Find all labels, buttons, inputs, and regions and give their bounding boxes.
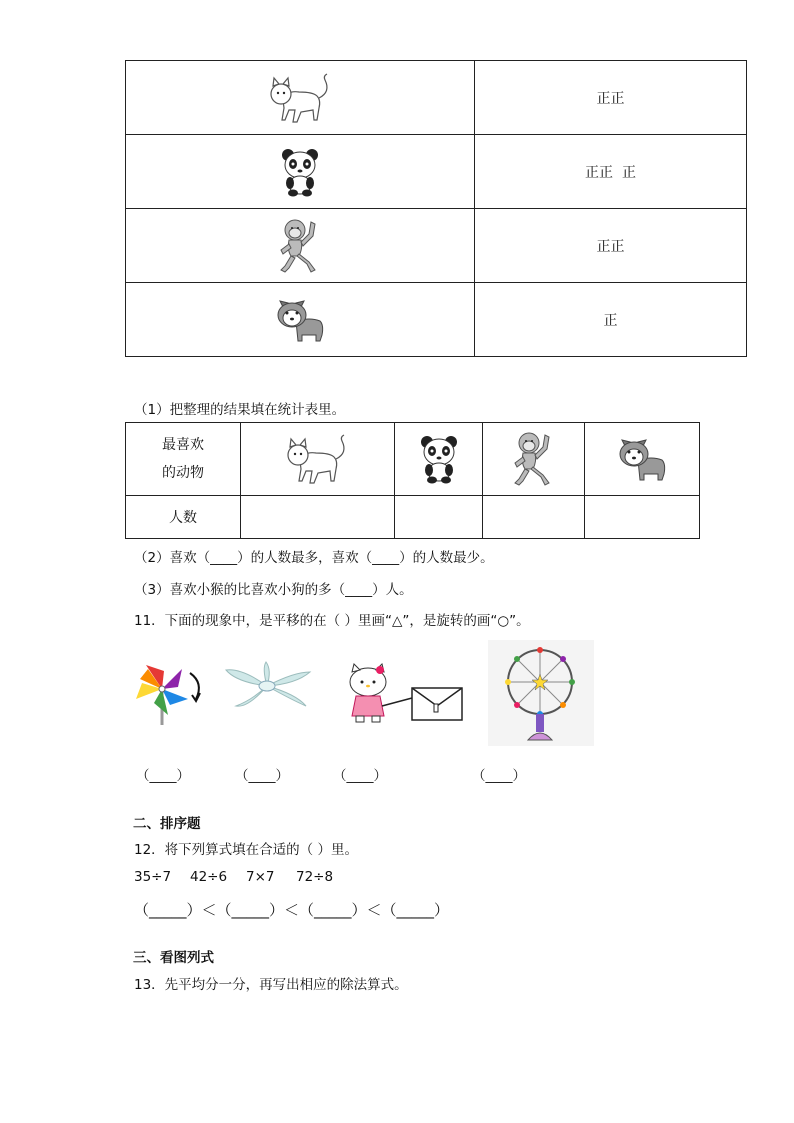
expression-1: 35÷7 [134, 869, 172, 885]
section-2-title: 二、排序题 [133, 816, 201, 832]
answer-blank-kitty[interactable]: （____） [333, 768, 387, 784]
cat-icon [282, 431, 352, 487]
answer-blank-pinwheel[interactable]: （____） [136, 768, 190, 784]
tally-row [126, 209, 747, 283]
question-12-text: 12．将下列算式填在合适的（ ）里。 [134, 842, 358, 858]
question-11-text: 11．下面的现象中，是平移的在（ ）里画“△”，是旋转的画“○”。 [134, 613, 530, 629]
ferris-wheel-icon [488, 640, 594, 746]
statistics-table [125, 422, 700, 539]
tally-marks: 正正 [596, 90, 625, 107]
question-3-text: （3）喜欢小猴的比喜欢小狗的多（____）人。 [134, 582, 413, 598]
tally-count-cell [475, 135, 747, 209]
tally-animal-cell [126, 135, 475, 209]
expression-4: 72÷8 [296, 869, 334, 885]
answer-cell-cat[interactable] [241, 496, 395, 539]
statistics-cat-cell [241, 423, 395, 496]
tally-count-cell [475, 61, 747, 135]
tally-row [126, 135, 747, 209]
tally-row [126, 283, 747, 357]
tally-table [125, 60, 747, 357]
hello-kitty-pulling-envelope-icon [346, 662, 468, 726]
statistics-monkey-cell [483, 423, 585, 496]
dog-icon [616, 434, 668, 484]
ceiling-fan-icon [222, 660, 312, 710]
tally-row [126, 61, 747, 135]
answer-cell-dog[interactable] [585, 496, 700, 539]
statistics-row-label: 人数 [126, 496, 241, 539]
answer-cell-monkey[interactable] [483, 496, 585, 539]
panda-icon [280, 147, 320, 197]
dog-icon [274, 295, 326, 345]
monkey-icon [277, 216, 323, 276]
monkey-icon [511, 429, 557, 489]
tally-count-cell [475, 209, 747, 283]
pinwheel-icon [132, 655, 208, 727]
tally-count-cell [475, 283, 747, 357]
statistics-panda-cell [394, 423, 483, 496]
tally-animal-cell [126, 61, 475, 135]
tally-animal-cell [126, 283, 475, 357]
tally-marks: 正正 正 [585, 164, 636, 181]
answer-blank-ferris-wheel[interactable]: （____） [472, 768, 526, 784]
question-1-text: （1）把整理的结果填在统计表里。 [134, 402, 346, 418]
cat-icon [265, 70, 335, 126]
statistics-header-row [126, 423, 700, 496]
answer-blank-fan[interactable]: （____） [235, 768, 289, 784]
expression-3: 7×7 [246, 869, 275, 885]
expression-2: 42÷6 [190, 869, 228, 885]
statistics-header-label: 最喜欢 的动物 [126, 423, 241, 496]
answer-cell-panda[interactable] [394, 496, 483, 539]
tally-marks: 正正 [596, 238, 625, 255]
question-2-text: （2）喜欢（____）的人数最多，喜欢（____）的人数最少。 [134, 550, 494, 566]
statistics-count-row [126, 496, 700, 539]
section-3-title: 三、看图列式 [133, 950, 214, 966]
ordering-answer-line[interactable]: （_____）＜（_____）＜（_____）＜（_____） [134, 901, 450, 919]
statistics-dog-cell [585, 423, 700, 496]
question-13-text: 13．先平均分一分，再写出相应的除法算式。 [134, 977, 408, 993]
tally-marks: 正 [603, 312, 618, 329]
tally-animal-cell [126, 209, 475, 283]
panda-icon [419, 434, 459, 484]
